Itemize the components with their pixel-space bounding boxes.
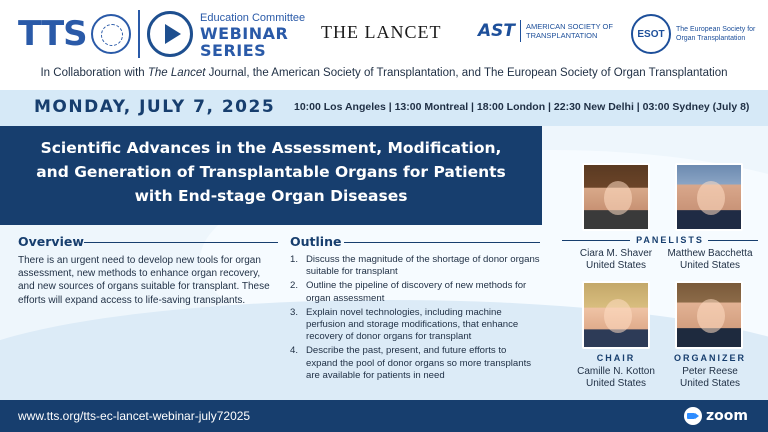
series-label: SERIES <box>200 41 267 60</box>
panelists-label: PANELISTS <box>636 235 704 245</box>
tts-wordmark: TTS <box>18 14 87 54</box>
date-bar <box>0 90 768 126</box>
outline-rule <box>344 242 540 243</box>
outline-item-text: Describe the past, present, and future efforts to expand the pool of donor organs so more transplants are available for patients in need <box>306 345 532 382</box>
organizer-name: Peter Reese <box>682 366 738 377</box>
esot-name: The European Society for Organ Transplantation <box>676 26 756 42</box>
panelist-name-bacchetta: Matthew Bacchetta <box>667 248 753 259</box>
face-shape <box>697 299 725 333</box>
outline-item <box>290 254 540 279</box>
ast-name-line2: TRANSPLANTATION <box>526 31 598 40</box>
organizer-photo-reese <box>675 281 743 349</box>
event-date: MONDAY, JULY 7, 2025 <box>34 97 276 117</box>
header <box>0 0 768 90</box>
esot-mark: ESOT <box>631 14 671 54</box>
webinar-series-logo <box>200 12 305 59</box>
overview-text: There is an urgent need to develop new tools for organ assessment, new methods to enhance organ recovery, and new sources of organs suitable for transplant. These efforts will expand access to life-saving transplants. <box>18 255 270 306</box>
title-line-2: and Generation of Transplantable Organs for Patients <box>36 163 506 181</box>
collaboration-line <box>0 67 768 79</box>
tts-seal-icon <box>91 14 131 54</box>
chair-photo-kotton <box>582 281 650 349</box>
webinar-url-link[interactable]: www.tts.org/tts-ec-lancet-webinar-july72025 <box>18 409 251 423</box>
organizer-label: ORGANIZER <box>674 353 746 363</box>
ast-divider <box>520 20 521 42</box>
outline-item-number: 3. <box>290 306 299 318</box>
face-shape <box>604 299 632 333</box>
outline-item-text: Discuss the magnitude of the shortage of donor organs suitable for transplant <box>306 254 540 278</box>
outline-heading: Outline <box>290 234 342 249</box>
play-icon <box>147 11 193 57</box>
face-shape <box>604 181 632 215</box>
panelist-name-shaver: Ciara M. Shaver <box>579 248 653 259</box>
outline-item-number: 2. <box>290 280 299 292</box>
outline-item <box>290 307 540 344</box>
event-times: 10:00 Los Angeles | 13:00 Montreal | 18:00 London | 22:30 New Delhi | 03:00 Sydney (July 8) <box>294 101 750 113</box>
panelist-location-bacchetta: United States <box>679 260 741 271</box>
webinar-label: WEBINAR <box>200 24 289 43</box>
panelists-rule-left <box>562 240 630 241</box>
chair-location: United States <box>585 378 647 389</box>
collab-pre: In Collaboration with <box>40 67 148 79</box>
outline-item <box>290 345 540 382</box>
outline-item-text: Explain novel technologies, including machine perfusion and storage modifications, that enhance recovery of donor organs for transplant <box>306 306 519 343</box>
tts-logo <box>18 14 131 54</box>
collab-post: Journal, the American Society of Transplantation, and The European Society of Organ Transplantation <box>205 67 728 79</box>
panelist-location-shaver: United States <box>585 260 647 271</box>
zoom-logo <box>684 407 748 425</box>
ast-name-line1: AMERICAN SOCIETY OF <box>526 22 613 31</box>
title-line-1: Scientific Advances in the Assessment, Modification, <box>40 139 502 157</box>
education-committee-label: Education Committee <box>200 12 306 24</box>
overview-rule <box>84 242 278 243</box>
lancet-logo: THE LANCET <box>321 22 442 42</box>
outline-item-text: Outline the pipeline of discovery of new methods for organ assessment <box>306 280 527 304</box>
ast-logo <box>478 20 613 42</box>
face-shape <box>697 181 725 215</box>
header-divider <box>138 10 140 58</box>
title-line-3: with End-stage Organ Diseases <box>134 187 408 205</box>
ast-name <box>526 22 613 40</box>
panelists-rule-right <box>708 240 758 241</box>
outline-list <box>290 254 540 384</box>
title-panel <box>0 126 542 225</box>
footer <box>0 400 768 432</box>
esot-logo <box>631 14 756 54</box>
outline-item-number: 1. <box>290 254 299 265</box>
chair-name: Camille N. Kotton <box>577 366 655 377</box>
panelist-photo-bacchetta <box>675 163 743 231</box>
overview-heading: Overview <box>18 234 84 249</box>
zoom-camera-icon <box>684 407 702 425</box>
organizer-location: United States <box>679 378 741 389</box>
outline-item-number: 4. <box>290 345 299 357</box>
outline-item <box>290 280 540 305</box>
zoom-wordmark: zoom <box>706 408 748 424</box>
panelist-photo-shaver <box>582 163 650 231</box>
ast-mark: AST <box>478 21 515 41</box>
chair-label: CHAIR <box>596 353 636 363</box>
collab-italic: The Lancet <box>147 67 206 79</box>
